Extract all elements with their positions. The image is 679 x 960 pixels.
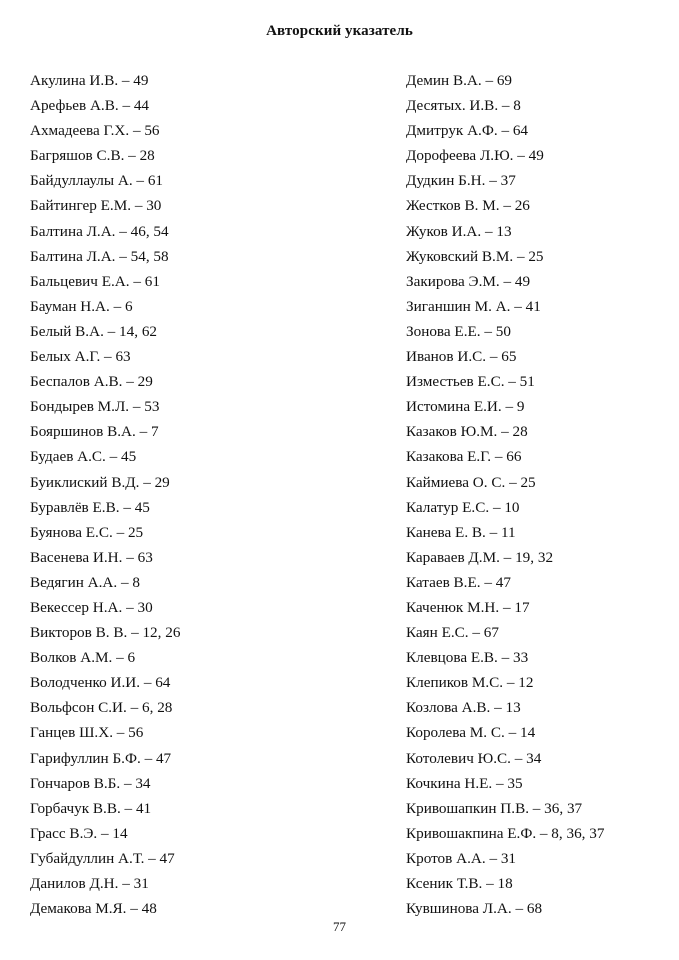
author-entry: Будаев А.С. – 45: [30, 448, 137, 466]
author-entry: Калатур Е.С. – 10: [406, 498, 520, 516]
author-entry: Кротов А.А. – 31: [406, 849, 517, 867]
author-entry: Данилов Д.Н. – 31: [30, 875, 149, 892]
author-entry: Беспалов А.В. – 29: [30, 373, 153, 391]
author-entry: Векессер Н.А. – 30: [30, 598, 153, 616]
author-entry: Канева Е. В. – 11: [406, 523, 516, 541]
author-entry: Клевцова Е.В. – 33: [406, 649, 529, 667]
author-entry: Бауман Н.А. – 6: [30, 297, 133, 315]
author-entry: Зиганшин М. А. – 41: [406, 297, 541, 315]
author-entry: Ксеник Т.В. – 18: [406, 875, 513, 892]
author-entry: Володченко И.И. – 64: [30, 674, 171, 692]
author-entry: Дорофеева Л.Ю. – 49: [406, 147, 544, 165]
author-entry: Дмитрук А.Ф. – 64: [406, 122, 529, 140]
author-entry: Акулина И.В. – 49: [30, 72, 149, 89]
author-entry: Ведягин А.А. – 8: [30, 573, 140, 591]
author-entry: Каченюк М.Н. – 17: [406, 598, 530, 616]
author-entry: Жестков В. М. – 26: [406, 197, 530, 215]
author-entry: Бальцевич Е.А. – 61: [30, 272, 160, 290]
author-entry: Викторов В. В. – 12, 26: [30, 624, 181, 642]
author-entry: Грасс В.Э. – 14: [30, 824, 128, 842]
author-entry: Жуковский В.М. – 25: [406, 247, 544, 265]
author-entry: Казаков Ю.М. – 28: [406, 423, 528, 441]
author-entry: Казакова Е.Г. – 66: [406, 448, 522, 466]
author-entry: Белый В.А. – 14, 62: [30, 322, 158, 340]
author-entry: Кривошакпина Е.Ф. – 8, 36, 37: [406, 824, 605, 842]
page-number: 77: [333, 919, 346, 934]
author-entry: Бояршинов В.А. – 7: [30, 423, 159, 441]
author-entry: Байтингер Е.М. – 30: [30, 197, 162, 215]
author-entry: Зонова Е.Е. – 50: [406, 322, 511, 340]
author-entry: Багряшов С.В. – 28: [30, 147, 155, 165]
author-entry: Буравлёв Е.В. – 45: [30, 498, 150, 516]
author-index-right-column: [406, 68, 604, 921]
author-entry: Иванов И.С. – 65: [406, 348, 517, 366]
author-entry: Ахмадеева Г.Х. – 56: [30, 122, 160, 140]
author-entry: Арефьев А.В. – 44: [30, 97, 150, 115]
author-entry: Байдуллаулы А. – 61: [30, 172, 164, 190]
author-entry: Буянова Е.С. – 25: [30, 523, 144, 541]
author-entry: Закирова Э.М. – 49: [406, 272, 531, 290]
author-entry: Белых А.Г. – 63: [30, 348, 131, 366]
author-entry: Вольфсон С.И. – 6, 28: [30, 699, 173, 717]
author-entry: Балтина Л.А. – 46, 54: [30, 222, 169, 240]
author-entry: Губайдуллин А.Т. – 47: [30, 849, 175, 867]
author-entry: Королева М. С. – 14: [406, 724, 536, 742]
author-entry: Дудкин Б.Н. – 37: [406, 172, 516, 190]
author-entry: Демин В.А. – 69: [406, 72, 513, 89]
author-entry: Демакова М.Я. – 48: [30, 900, 157, 918]
author-entry: Каян Е.С. – 67: [406, 624, 499, 642]
author-entry: Васенева И.Н. – 63: [30, 548, 153, 566]
author-entry: Котолевич Ю.С. – 34: [406, 749, 542, 767]
author-entry: Караваев Д.М. – 19, 32: [406, 548, 554, 566]
author-entry: Десятых. И.В. – 8: [406, 97, 521, 115]
author-entry: Ганцев Ш.Х. – 56: [30, 724, 144, 742]
author-entry: Катаев В.Е. – 47: [406, 573, 511, 591]
author-entry: Буиклиский В.Д. – 29: [30, 473, 170, 491]
author-entry: Балтина Л.А. – 54, 58: [30, 247, 169, 265]
author-index-left-column: [30, 68, 180, 921]
author-entry: Гарифуллин Б.Ф. – 47: [30, 749, 172, 767]
page-title: Авторский указатель: [266, 23, 413, 39]
author-entry: Гончаров В.Б. – 34: [30, 774, 151, 792]
author-entry: Волков А.М. – 6: [30, 649, 136, 667]
author-entry: Жуков И.А. – 13: [406, 222, 512, 240]
author-entry: Козлова А.В. – 13: [406, 699, 521, 717]
author-entry: Клепиков М.С. – 12: [406, 674, 534, 692]
author-entry: Кочкина Н.Е. – 35: [406, 774, 523, 792]
author-entry: Истомина Е.И. – 9: [406, 398, 525, 416]
author-entry: Бондырев М.Л. – 53: [30, 398, 160, 416]
author-entry: Кувшинова Л.А. – 68: [406, 900, 543, 918]
author-entry: Изместьев Е.С. – 51: [406, 373, 535, 391]
author-entry: Кривошапкин П.В. – 36, 37: [406, 799, 583, 817]
author-entry: Горбачук В.В. – 41: [30, 799, 152, 817]
author-entry: Каймиева О. С. – 25: [406, 473, 536, 491]
